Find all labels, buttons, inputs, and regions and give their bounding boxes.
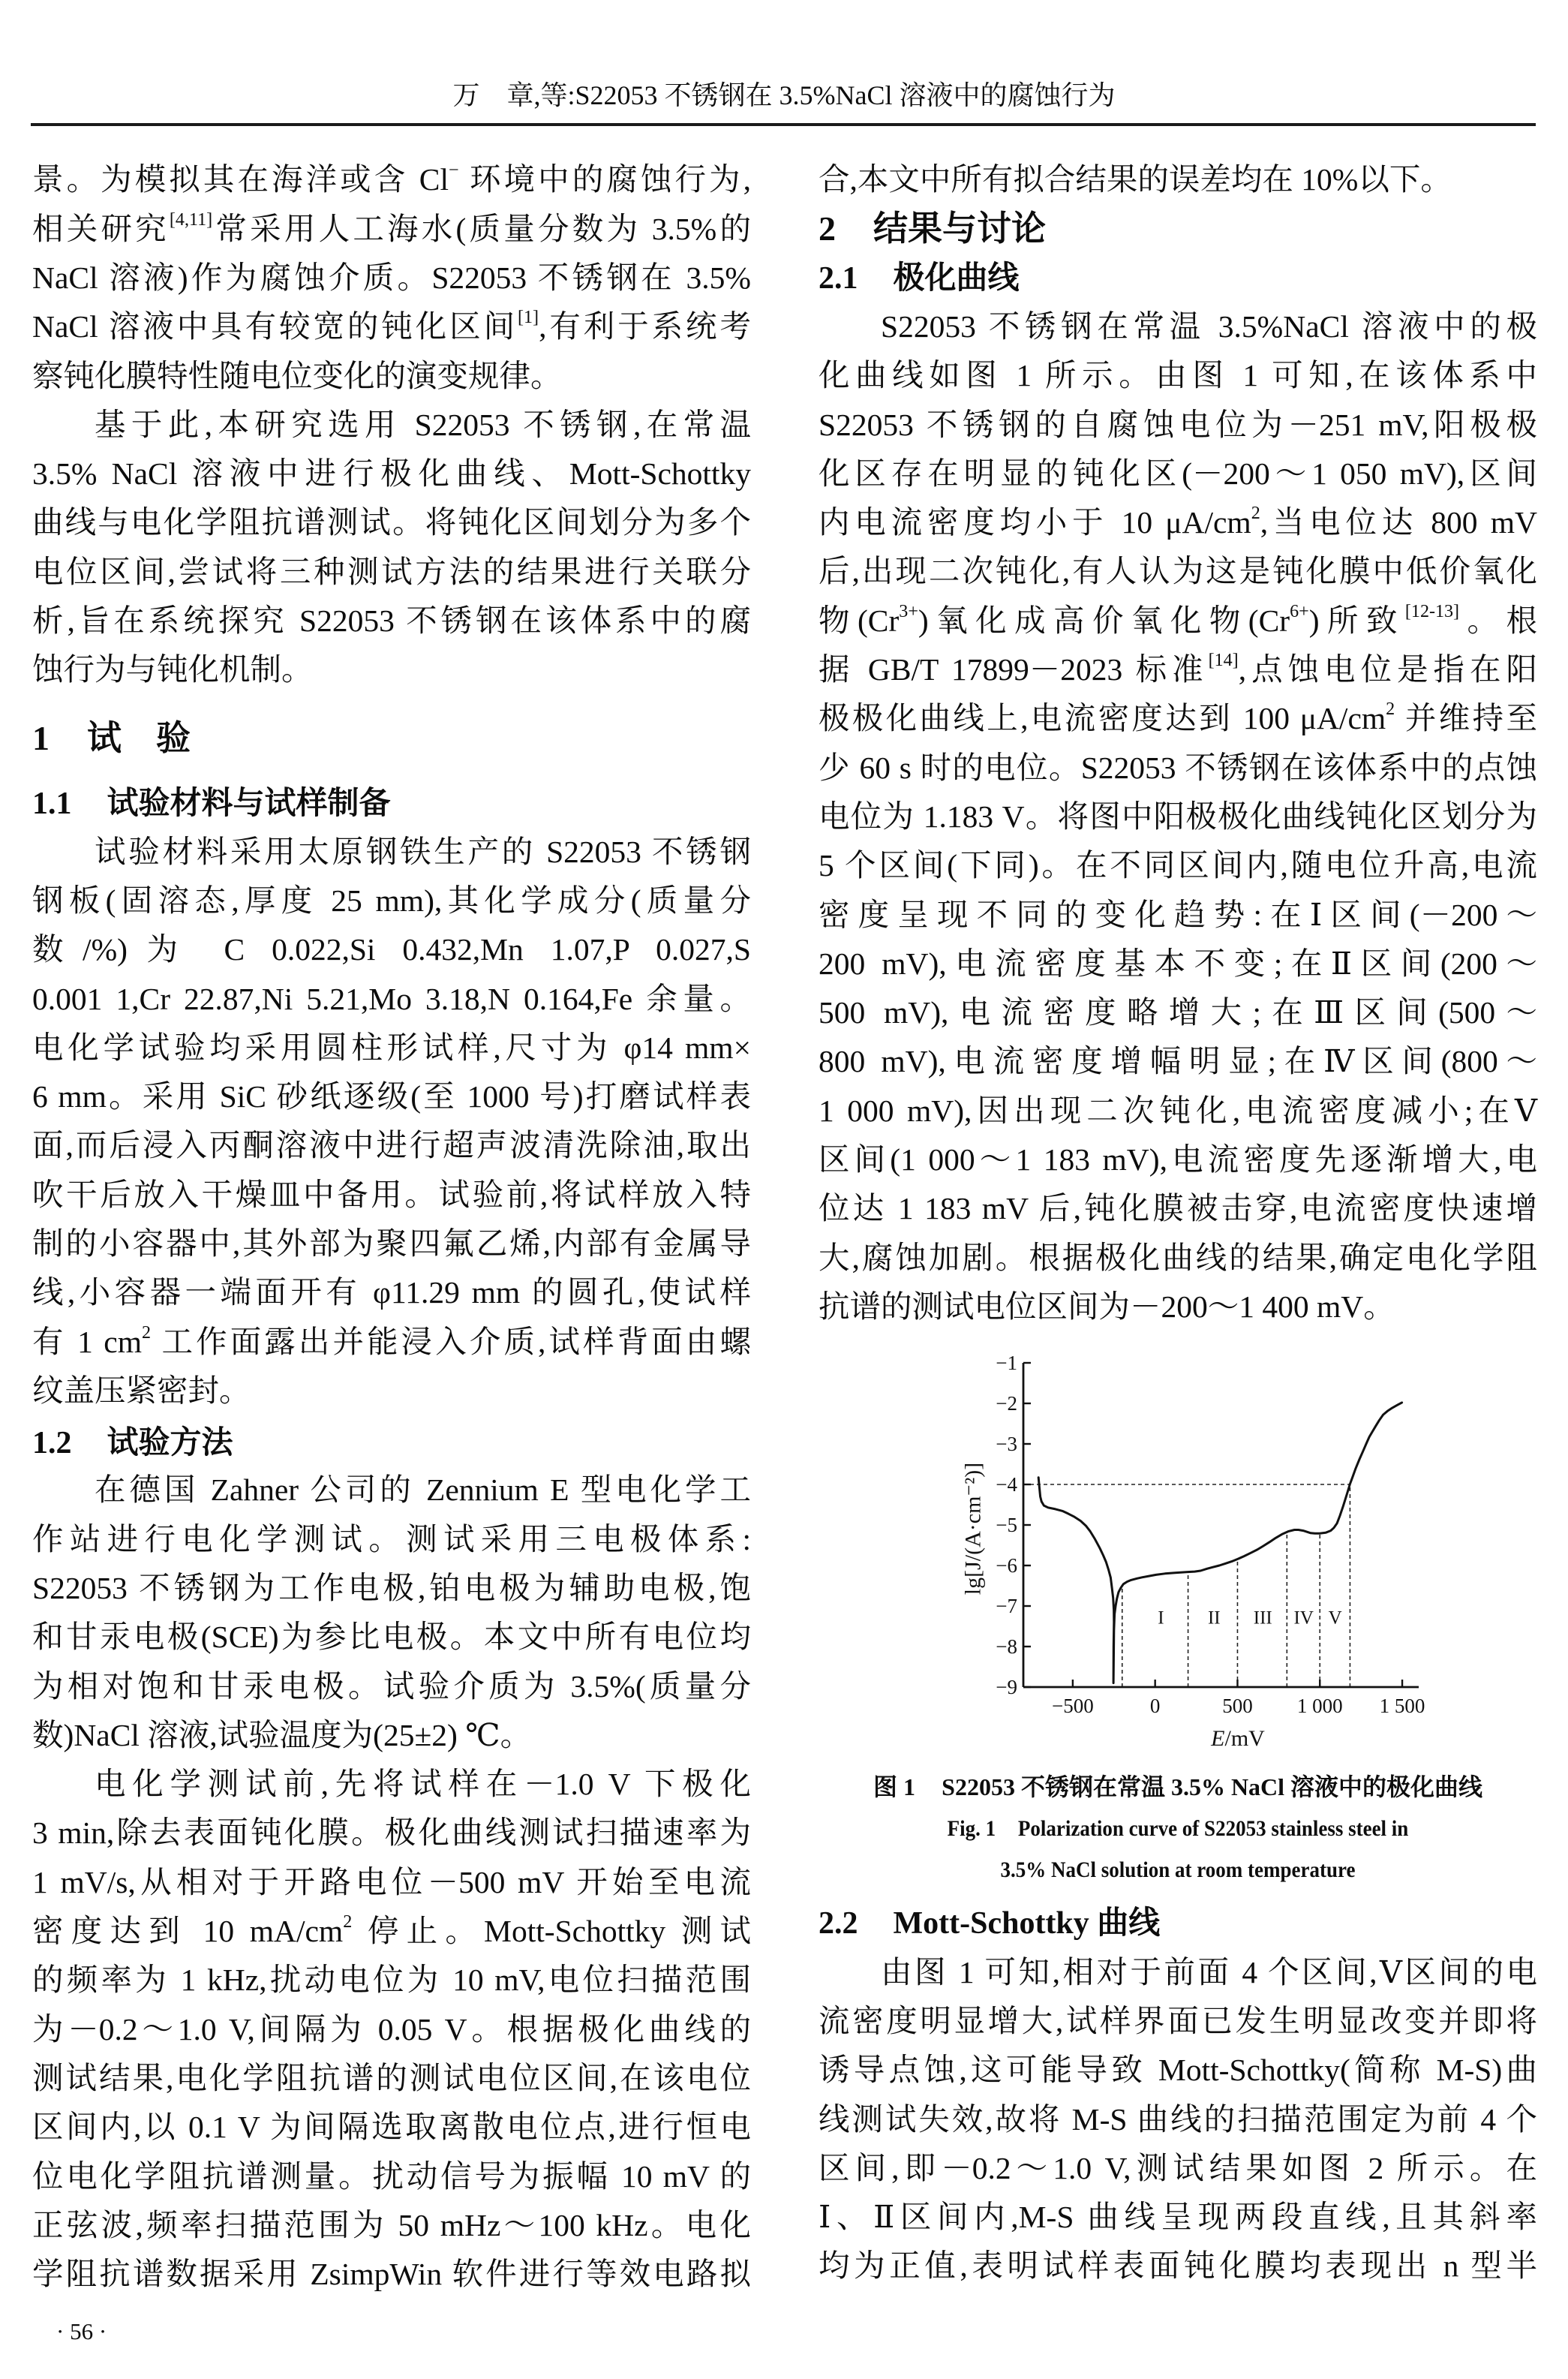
- text-run: 内电流密度均小于 10 μA/cm: [819, 505, 1251, 540]
- text-line: 5 个区间(下同)。在不同区间内,随电位升高,电流: [819, 848, 1537, 883]
- text-run: 据 GB/T 17899－2023 标准: [819, 652, 1209, 687]
- text-run: )所致: [1308, 603, 1405, 638]
- citation-superscript: [4,11]: [169, 209, 213, 230]
- figure-caption: [819, 1767, 1537, 1890]
- text-line: 纹盖压紧密封。: [32, 1373, 251, 1408]
- superscript: 3+: [899, 601, 918, 621]
- paragraph: [32, 155, 751, 400]
- text-line: 诱导点蚀,这可能导致 Mott-Schottky(简称 M-S)曲: [819, 2053, 1537, 2088]
- text-line: 化曲线如图 1 所示。由图 1 可知,在该体系中: [819, 358, 1537, 393]
- text-line: 大,腐蚀加剧。根据极化曲线的结果,确定电化学阻: [819, 1240, 1537, 1275]
- region-label: II: [1207, 1608, 1221, 1629]
- text-line: 位电化学阻抗谱测量。扰动信号为振幅 10 mV 的: [32, 2158, 751, 2194]
- y-tick-label: −9: [996, 1676, 1017, 1698]
- text-line: S22053 不锈钢在常温 3.5%NaCl 溶液中的极: [881, 308, 1537, 344]
- text-line: 制的小容器中,其外部为聚四氟乙烯,内部有金属导: [32, 1226, 751, 1262]
- text-line: 钢板(固溶态,厚度 25 mm),其化学成分(质量分: [32, 883, 751, 918]
- text-line: 正弦波,频率扫描范围为 50 mHz～100 kHz。电化: [32, 2207, 751, 2242]
- text-line: 流密度明显增大,试样界面已发生明显改变并即将: [819, 2003, 1537, 2038]
- paragraph: [32, 1466, 751, 1760]
- text-line: 曲线与电化学阻抗谱测试。将钝化区间划分为多个: [32, 505, 751, 540]
- text-line: 学阻抗谱数据采用 ZsimpWin 软件进行等效电路拟: [32, 2257, 751, 2292]
- text-line: 测试结果,电化学阻抗谱的测试电位区间,在该电位: [32, 2060, 751, 2095]
- text-line: 500 mV),电流密度略增大;在Ⅲ区间(500～: [819, 995, 1537, 1030]
- text-line: [819, 597, 1537, 645]
- text-run: 相关研究: [32, 211, 170, 246]
- x-tick-label: 1 000: [1296, 1695, 1343, 1717]
- text-line: 在德国 Zahner 公司的 Zennium E 型电化学工: [95, 1472, 751, 1508]
- text-line: 由图 1 可知,相对于前面 4 个区间,Ⅴ区间的电: [881, 1954, 1537, 1990]
- text-line: 0.001 1,Cr 22.87,Ni 5.21,Mo 3.18,N 0.164,Fe 余量。: [32, 981, 751, 1016]
- chart-plot-area: [996, 1352, 1425, 1717]
- text-line: [819, 498, 1537, 547]
- superscript: 2: [1386, 699, 1395, 720]
- subsection-heading: [819, 253, 1020, 302]
- text-line: 线测试失效,故将 M-S 曲线的扫描范围定为前 4 个: [819, 2101, 1537, 2137]
- text-line: 试验材料采用太原钢铁生产的 S22053 不锈钢: [95, 834, 751, 869]
- superscript: 2: [1251, 504, 1260, 524]
- text-line: 后,出现二次钝化,有人认为这是钝化膜中低价氧化: [819, 554, 1537, 589]
- text-run: 并维持至: [1395, 701, 1537, 736]
- y-tick-label: −5: [996, 1514, 1017, 1536]
- text-line: Ⅰ、Ⅱ区间内,M-S 曲线呈现两段直线,且其斜率: [819, 2200, 1537, 2235]
- text-line: 数/%)为 C 0.022,Si 0.432,Mn 1.07,P 0.027,S: [32, 932, 751, 967]
- text-run: 有 1 cm: [32, 1324, 142, 1359]
- citation-superscript: [1]: [518, 308, 539, 328]
- text-run: 工作面露出并能浸入介质,试样背面由螺: [151, 1324, 751, 1359]
- superscript: 2: [142, 1322, 152, 1343]
- text-run: 环境中的腐蚀行为,: [458, 162, 751, 197]
- text-line: 和甘汞电极(SCE)为参比电极。本文中所有电位均: [32, 1620, 751, 1655]
- citation-superscript: [12-13]: [1404, 601, 1460, 621]
- polarization-chart: [930, 1336, 1455, 1764]
- text-line: 密度呈现不同的变化趋势:在Ⅰ区间(－200～: [819, 897, 1537, 932]
- text-line: 均为正值,表明试样表面钝化膜均表现出 n 型半: [819, 2248, 1537, 2284]
- right-column: [819, 0, 1537, 2379]
- section-heading: [32, 714, 191, 762]
- superscript: 6+: [1290, 601, 1309, 621]
- paragraph: [32, 828, 751, 1416]
- citation-superscript: [14]: [1208, 651, 1239, 671]
- text-line: 察钝化膜特性随电位变化的演变规律。: [32, 358, 562, 393]
- text-line: 基于此,本研究选用 S22053 不锈钢,在常温: [95, 407, 751, 442]
- text-block: [819, 1948, 1537, 2291]
- subsection-title: 试验方法: [107, 1423, 233, 1460]
- text-block: [32, 1466, 751, 2299]
- text-run: 景。为模拟其在海洋或含 Cl: [32, 162, 449, 197]
- subsection-title: 试验材料与试样制备: [107, 784, 391, 822]
- text-line: [32, 1907, 751, 1956]
- y-tick-label: −4: [996, 1473, 1017, 1496]
- caption-chinese: [819, 1767, 1537, 1808]
- text-run: 极极化曲线上,电流密度达到 100 μA/cm: [819, 701, 1386, 736]
- text-line: 数)NaCl 溶液,试验温度为(25±2) ℃。: [32, 1717, 532, 1752]
- text-line: 化区存在明显的钝化区(－200～1 050 mV),区间: [819, 456, 1537, 491]
- text-line: 抗谱的测试电位区间为－200～1 400 mV。: [819, 1289, 1395, 1324]
- y-tick-label: −3: [996, 1433, 1017, 1455]
- text-line: 面,而后浸入丙酮溶液中进行超声波清洗除油,取出: [32, 1128, 751, 1163]
- text-line: [819, 694, 1537, 743]
- x-axis-title: E/mV: [1211, 1725, 1265, 1751]
- text-line: 6 mm。采用 SiC 砂纸逐级(至 1000 号)打磨试样表: [32, 1079, 751, 1114]
- text-line: 区间(1 000～1 183 mV),电流密度先逐渐增大,电: [819, 1141, 1537, 1177]
- text-line: 3.5% NaCl 溶液中进行极化曲线、Mott-Schottky: [32, 456, 751, 492]
- text-line: [32, 155, 751, 204]
- text-run: )氧化成高价氧化物(Cr: [918, 603, 1290, 638]
- paragraph: [819, 1948, 1537, 2291]
- text-line: 蚀行为与钝化机制。: [32, 652, 313, 687]
- subsection-number: 2.2: [819, 1905, 858, 1941]
- paragraph: [819, 302, 1537, 1331]
- polarization-curve: [1038, 1403, 1401, 1683]
- text-line: S22053 不锈钢的自腐蚀电位为－251 mV,阳极极: [819, 407, 1537, 442]
- caption-text: Polarization curve of S22053 stainless steel in: [1017, 1816, 1409, 1842]
- superscript: 2: [343, 1912, 353, 1932]
- x-tick-label: 500: [1222, 1695, 1253, 1717]
- text-line: 电位为 1.183 V。将图中阳极极化曲线钝化区划分为: [819, 799, 1537, 834]
- y-axis-title: lg[J/(A·cm⁻²)]: [960, 1462, 986, 1596]
- text-line: 区间内,以 0.1 V 为间隔选取离散电位点,进行恒电: [32, 2110, 751, 2145]
- running-header: 万 章,等:S22053 不锈钢在 3.5%NaCl 溶液中的腐蚀行为: [452, 80, 1116, 110]
- region-label: I: [1158, 1608, 1164, 1629]
- text-line: 位达 1 183 mV 后,钝化膜被击穿,电流密度快速增: [819, 1191, 1537, 1226]
- text-block: [819, 155, 1537, 204]
- page-number: · 56 ·: [56, 2318, 107, 2344]
- paragraph: [32, 1760, 751, 2299]
- y-tick-label: −6: [996, 1554, 1017, 1577]
- y-tick-label: −1: [996, 1352, 1017, 1374]
- text-run: ,当电位达 800 mV: [1260, 505, 1537, 540]
- subsection-heading: [32, 778, 391, 827]
- paragraph: [819, 155, 1537, 204]
- text-line: 为－0.2～1.0 V,间隔为 0.05 V。根据极化曲线的: [32, 2011, 751, 2047]
- superscript: −: [448, 161, 459, 181]
- section-heading: [819, 204, 1046, 253]
- caption-label: 图 1: [873, 1773, 915, 1801]
- y-tick-label: −7: [996, 1595, 1017, 1617]
- subsection-number: 1.1: [32, 786, 72, 822]
- text-run: 常采用人工海水(质量分数为 3.5%的: [212, 211, 751, 246]
- text-line: S22053 不锈钢为工作电极,铂电极为辅助电极,饱: [32, 1570, 751, 1605]
- text-run: 停止。Mott-Schottky 测试: [352, 1914, 752, 1949]
- caption-label: Fig. 1: [947, 1816, 996, 1842]
- section-title: 试 验: [87, 717, 191, 759]
- text-block: [819, 302, 1537, 1331]
- x-tick-label: 0: [1149, 1695, 1161, 1717]
- region-label: III: [1253, 1608, 1272, 1629]
- text-line: 1 mV/s,从相对于开路电位－500 mV 开始至电流: [32, 1864, 751, 1899]
- x-tick-label: 1 500: [1379, 1695, 1425, 1717]
- section-number: 1: [32, 719, 50, 758]
- subsection-number: 2.1: [819, 261, 858, 296]
- caption-english-line: [855, 1808, 1501, 1849]
- text-line: 的频率为 1 kHz,扰动电位为 10 mV,电位扫描范围: [32, 1962, 751, 1998]
- text-line: 电化学测试前,先将试样在－1.0 V 下极化: [95, 1767, 751, 1802]
- text-line: 析,旨在系统探究 S22053 不锈钢在该体系中的腐: [32, 603, 751, 639]
- text-run: 物(Cr: [819, 603, 900, 638]
- subsection-title: 极化曲线: [893, 259, 1020, 296]
- text-line: [32, 205, 751, 254]
- subsection-number: 1.2: [32, 1425, 72, 1460]
- text-line: 为相对饱和甘汞电极。试验介质为 3.5%(质量分: [32, 1668, 751, 1704]
- text-line: 1 000 mV),因出现二次钝化,电流密度减小;在Ⅴ: [819, 1093, 1537, 1128]
- text-block: [32, 828, 751, 1416]
- subsection-title: Mott-Schottky 曲线: [893, 1905, 1161, 1941]
- text-line: [32, 1318, 751, 1367]
- caption-english-line: 3.5% NaCl solution at room temperature: [1000, 1857, 1356, 1883]
- text-line: 线,小容器一端面开有 φ11.29 mm 的圆孔,使试样: [32, 1275, 751, 1310]
- text-line: 电位区间,尝试将三种测试方法的结果进行关联分: [32, 554, 751, 589]
- y-tick-label: −8: [996, 1635, 1017, 1658]
- caption-text: S22053 不锈钢在常温 3.5% NaCl 溶液中的极化曲线: [942, 1773, 1483, 1801]
- text-line: 作站进行电化学测试。测试采用三电极体系:: [32, 1521, 751, 1556]
- text-line: 区间,即－0.2～1.0 V,测试结果如图 2 所示。在: [819, 2150, 1537, 2185]
- text-line: 合,本文中所有拟合结果的误差均在 10%以下。: [819, 162, 1452, 197]
- text-run: ,有利于系统考: [539, 309, 751, 344]
- text-line: 3 min,除去表面钝化膜。极化曲线测试扫描速率为: [32, 1815, 751, 1851]
- section-title: 结果与讨论: [873, 208, 1046, 249]
- text-run: NaCl 溶液中具有较宽的钝化区间: [32, 309, 518, 344]
- left-column: [32, 0, 751, 2379]
- text-line: 电化学试验均采用圆柱形试样,尺寸为 φ14 mm×: [32, 1030, 751, 1065]
- text-line: [32, 302, 751, 351]
- region-label: V: [1328, 1608, 1342, 1629]
- text-block: [32, 155, 751, 694]
- section-number: 2: [819, 209, 836, 248]
- subsection-heading: [819, 1899, 1160, 1948]
- text-line: NaCl 溶液)作为腐蚀介质。S22053 不锈钢在 3.5%: [32, 260, 751, 295]
- text-run: ,点蚀电位是指在阳: [1238, 652, 1537, 687]
- y-tick-label: −2: [996, 1392, 1017, 1415]
- subsection-heading: [32, 1418, 233, 1466]
- text-line: 吹干后放入干燥皿中备用。试验前,将试样放入特: [32, 1177, 751, 1212]
- text-line: 少 60 s 时的电位。S22053 不锈钢在该体系中的点蚀: [819, 750, 1537, 785]
- region-label: IV: [1293, 1608, 1314, 1629]
- text-line: [819, 645, 1537, 694]
- paragraph: [32, 401, 751, 695]
- text-line: 800 mV),电流密度增幅明显;在Ⅳ区间(800～: [819, 1044, 1537, 1079]
- text-run: 密度达到 10 mA/cm: [32, 1914, 344, 1949]
- text-line: 200 mV),电流密度基本不变;在Ⅱ区间(200～: [819, 946, 1537, 981]
- text-run: 。根: [1459, 603, 1537, 638]
- x-tick-label: −500: [1052, 1695, 1094, 1717]
